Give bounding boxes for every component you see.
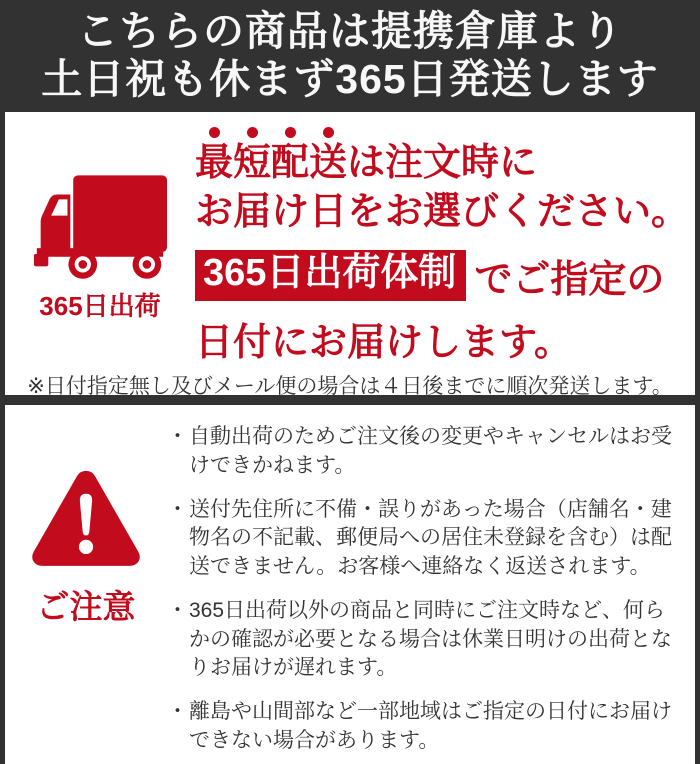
caution-note-text: 離島や山間部など一部地域はご指定の日付にお届けできない場合があります。 [189,700,672,752]
warning-triangle-icon [29,467,143,567]
emphasis-dot-icon [323,127,334,138]
caution-icon-column [5,417,167,756]
shipping-text-column [195,112,695,366]
shipping-headline-1: 最短配送は注文時に [195,142,538,184]
highlight-365-system-badge: 365日出荷体制 [195,250,466,301]
shipping-footnote: ※日付指定無し及びメール便の場合は４日後までに順次発送します。 [27,375,673,399]
caution-note-1 [167,423,679,481]
shipping-row [5,112,695,366]
top-shipping-banner [0,0,700,112]
bullet-marker: ・ [167,700,188,724]
emphasis-dot-icon [285,127,296,138]
caution-note-text: 送付先住所に不備・誤りがあった場合（店舗名・建物名の不記載、郵便局への居住未登録を含む）は配送できません。お客様へ連絡なく返送されます。 [189,497,672,579]
shipping-icon-column [5,112,195,366]
highlight-row [195,248,695,303]
bullet-marker: ・ [167,425,188,448]
caution-notes-list [167,417,679,756]
shipping-headline-2: お届け日をお選びください。 [195,190,690,233]
banner-line-1: こちらの商品は提携倉庫より [77,8,623,55]
emphasis-dot-icon [209,127,220,138]
caution-label: ご注意 [36,588,136,625]
emphasis-dot-icon [247,127,258,138]
bullet-marker: ・ [167,497,188,521]
caution-panel [5,405,695,764]
caution-note-text: 自動出荷のためご注文後の変更やキャンセルはお受けできかねます。 [189,425,672,477]
emphasis-dots-icon [209,127,695,139]
shipping-info-panel [5,112,695,399]
delivery-truck-icon [33,174,167,284]
highlight-suffix-text: でご指定の [474,259,665,302]
caution-note-text: 365日出荷以外の商品と同時にご注文時など、何らかの確認が必要となる場合は休業日明けの出荷となりお届けが遅れます。 [189,598,672,680]
delivery-date-line: 日付にお届けします。 [195,322,572,365]
bullet-marker: ・ [167,598,188,622]
caution-note-2 [167,496,679,582]
caution-note-3 [167,597,679,683]
truck-365-label: 365日出荷 [39,291,161,321]
caution-note-4 [167,698,679,756]
banner-line-2: 土日祝も休まず365日発送します [41,56,659,102]
